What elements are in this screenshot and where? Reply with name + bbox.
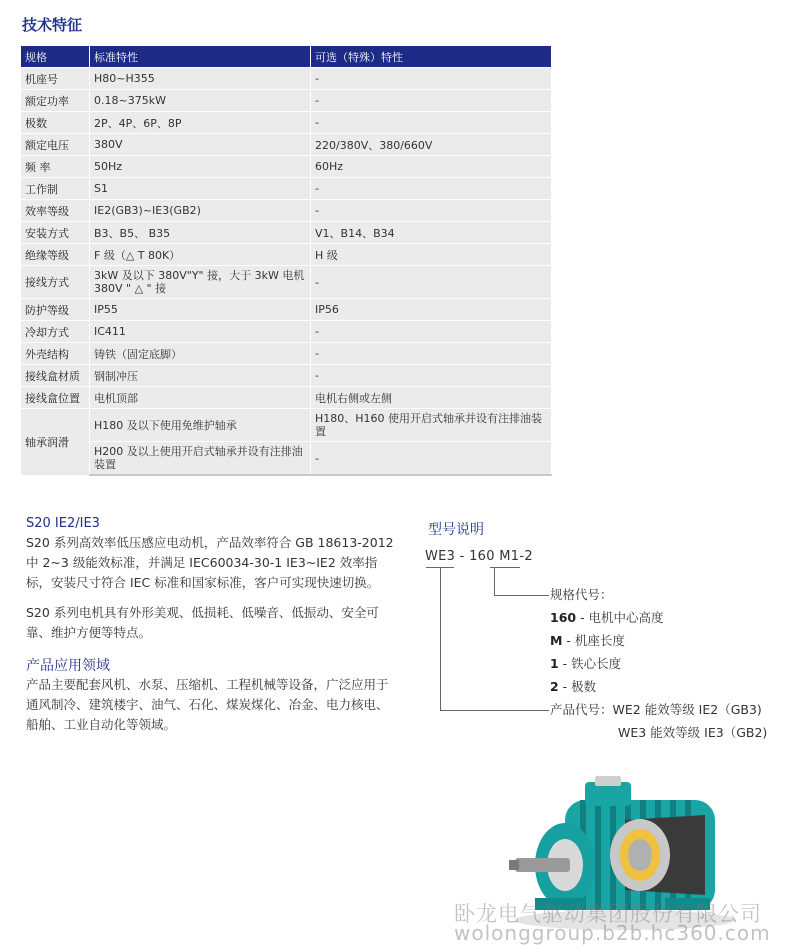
row-optional: -	[311, 266, 552, 299]
model-item-text: - 电机中心高度	[576, 610, 664, 625]
product-code-label: 产品代号：	[550, 702, 613, 717]
row-label: 冷却方式	[21, 321, 90, 343]
row-standard: 2P、4P、6P、8P	[90, 112, 311, 134]
row-standard: 铸铁（固定底脚）	[90, 343, 311, 365]
table-row	[21, 112, 552, 134]
table-row	[21, 68, 552, 90]
row-standard: H80~H355	[90, 68, 311, 90]
code-underline	[490, 567, 520, 568]
model-item	[550, 633, 625, 649]
model-item-key: M	[550, 633, 563, 648]
row-optional: -	[311, 343, 552, 365]
row-label: 绝缘等级	[21, 244, 90, 266]
table-row	[21, 365, 552, 387]
model-item-text: - 铁心长度	[558, 656, 622, 671]
row-label: 极数	[21, 112, 90, 134]
product-heading: S20 IE2/IE3	[26, 516, 100, 531]
row-optional: -	[311, 442, 552, 476]
row-label: 频 率	[21, 156, 90, 178]
row-label: 额定功率	[21, 90, 90, 112]
table-row	[21, 266, 552, 299]
table-row	[21, 409, 552, 442]
row-optional: -	[311, 112, 552, 134]
section-title: 技术特征	[22, 16, 83, 34]
model-code: WE3 - 160 M1-2	[425, 549, 533, 564]
row-label: 额定电压	[21, 134, 90, 156]
row-optional: -	[311, 178, 552, 200]
model-item-text: - 机座长度	[562, 633, 625, 648]
row-standard: 3kW 及以下 380V"Y" 接，大于 3kW 电机 380V " △ " 接	[90, 266, 311, 299]
model-item-key: 2	[550, 679, 559, 694]
table-row	[21, 200, 552, 222]
product-code-line-1: WE2 能效等级 IE2（GB3)	[612, 702, 762, 717]
product-code	[550, 702, 762, 718]
code-underline	[426, 567, 454, 568]
row-standard: F 级（△ T 80K）	[90, 244, 311, 266]
table-row	[21, 442, 552, 476]
row-optional: -	[311, 365, 552, 387]
row-optional: H180、H160 使用开启式轴承并设有注排油装置	[311, 409, 552, 442]
model-item	[550, 679, 596, 695]
table-row	[21, 156, 552, 178]
row-standard: H200 及以上使用开启式轴承并设有注排油装置	[90, 442, 311, 476]
intro-block	[26, 515, 400, 745]
row-optional: -	[311, 321, 552, 343]
spec-table	[21, 46, 552, 476]
row-label: 安装方式	[21, 222, 90, 244]
row-label: 接线方式	[21, 266, 90, 299]
table-row	[21, 90, 552, 112]
table-row	[21, 343, 552, 365]
model-title: 型号说明	[428, 522, 484, 538]
table-row	[21, 134, 552, 156]
row-label: 接线盒位置	[21, 387, 90, 409]
row-standard: B3、B5、 B35	[90, 222, 311, 244]
model-item-text: - 极数	[558, 679, 597, 694]
row-label: 接线盒材质	[21, 365, 90, 387]
row-label-bearing: 轴承润滑	[21, 409, 90, 476]
row-optional: 电机右侧或左侧	[311, 387, 552, 409]
row-standard: 380V	[90, 134, 311, 156]
row-label: 外壳结构	[21, 343, 90, 365]
row-standard: 0.18~375kW	[90, 90, 311, 112]
table-row	[21, 222, 552, 244]
row-standard: S1	[90, 178, 311, 200]
watermark-url: wolonggroup.b2b.hc360.com	[454, 921, 771, 945]
col-header-standard: 标准特性	[90, 46, 311, 68]
model-item-key: 160	[550, 610, 577, 625]
watermark-company: 卧龙电气驱动集团股份有限公司	[454, 902, 762, 926]
row-optional: -	[311, 200, 552, 222]
row-optional: -	[311, 90, 552, 112]
row-optional: V1、B14、B34	[311, 222, 552, 244]
application-heading: 产品应用领域	[26, 658, 110, 674]
row-optional: 220/380V、380/660V	[311, 134, 552, 156]
model-item	[550, 656, 621, 672]
intro-paragraph-1: S20 系列高效率低压感应电动机，产品效率符合 GB 18613-2012 中 2~3 级能效标准，并满足 IEC60034-30-1 IE3~IE2 效率指标，安装尺寸符合 IEC 标准和国家标准，客户可实现快速切换。	[26, 535, 394, 590]
table-row	[21, 178, 552, 200]
table-row	[21, 387, 552, 409]
table-header-row	[21, 46, 552, 68]
model-item-key: 1	[550, 656, 559, 671]
row-standard: 50Hz	[90, 156, 311, 178]
col-header-optional: 可选（特殊）特性	[311, 46, 552, 68]
table-row	[21, 321, 552, 343]
bracket-line-spec	[494, 568, 549, 596]
table-row	[21, 244, 552, 266]
row-optional: -	[311, 68, 552, 90]
row-label: 防护等级	[21, 299, 90, 321]
row-standard: H180 及以下使用免维护轴承	[90, 409, 311, 442]
row-standard: IC411	[90, 321, 311, 343]
row-standard: IP55	[90, 299, 311, 321]
row-standard: 钢制冲压	[90, 365, 311, 387]
row-label: 效率等级	[21, 200, 90, 222]
product-code-line-2: WE3 能效等级 IE3（GB2)	[618, 725, 768, 740]
row-optional: IP56	[311, 299, 552, 321]
row-standard: IE2(GB3)~IE3(GB2)	[90, 200, 311, 222]
table-row	[21, 299, 552, 321]
col-header-spec: 规格	[21, 46, 90, 68]
spec-code-label: 规格代号：	[550, 587, 613, 602]
application-text: 产品主要配套风机、水泵、压缩机、工程机械等设备，广泛应用于通风制冷、建筑楼宇、油气、石化、煤炭煤化、冶金、电力核电、船舶、工业自动化等领域。	[26, 677, 389, 732]
row-optional: 60Hz	[311, 156, 552, 178]
row-label: 机座号	[21, 68, 90, 90]
row-label: 工作制	[21, 178, 90, 200]
row-optional: H 级	[311, 244, 552, 266]
intro-paragraph-2: S20 系列电机具有外形美观、低损耗、低噪音、低振动、安全可靠、维护方便等特点。	[26, 605, 379, 640]
row-standard: 电机顶部	[90, 387, 311, 409]
model-item	[550, 610, 664, 626]
